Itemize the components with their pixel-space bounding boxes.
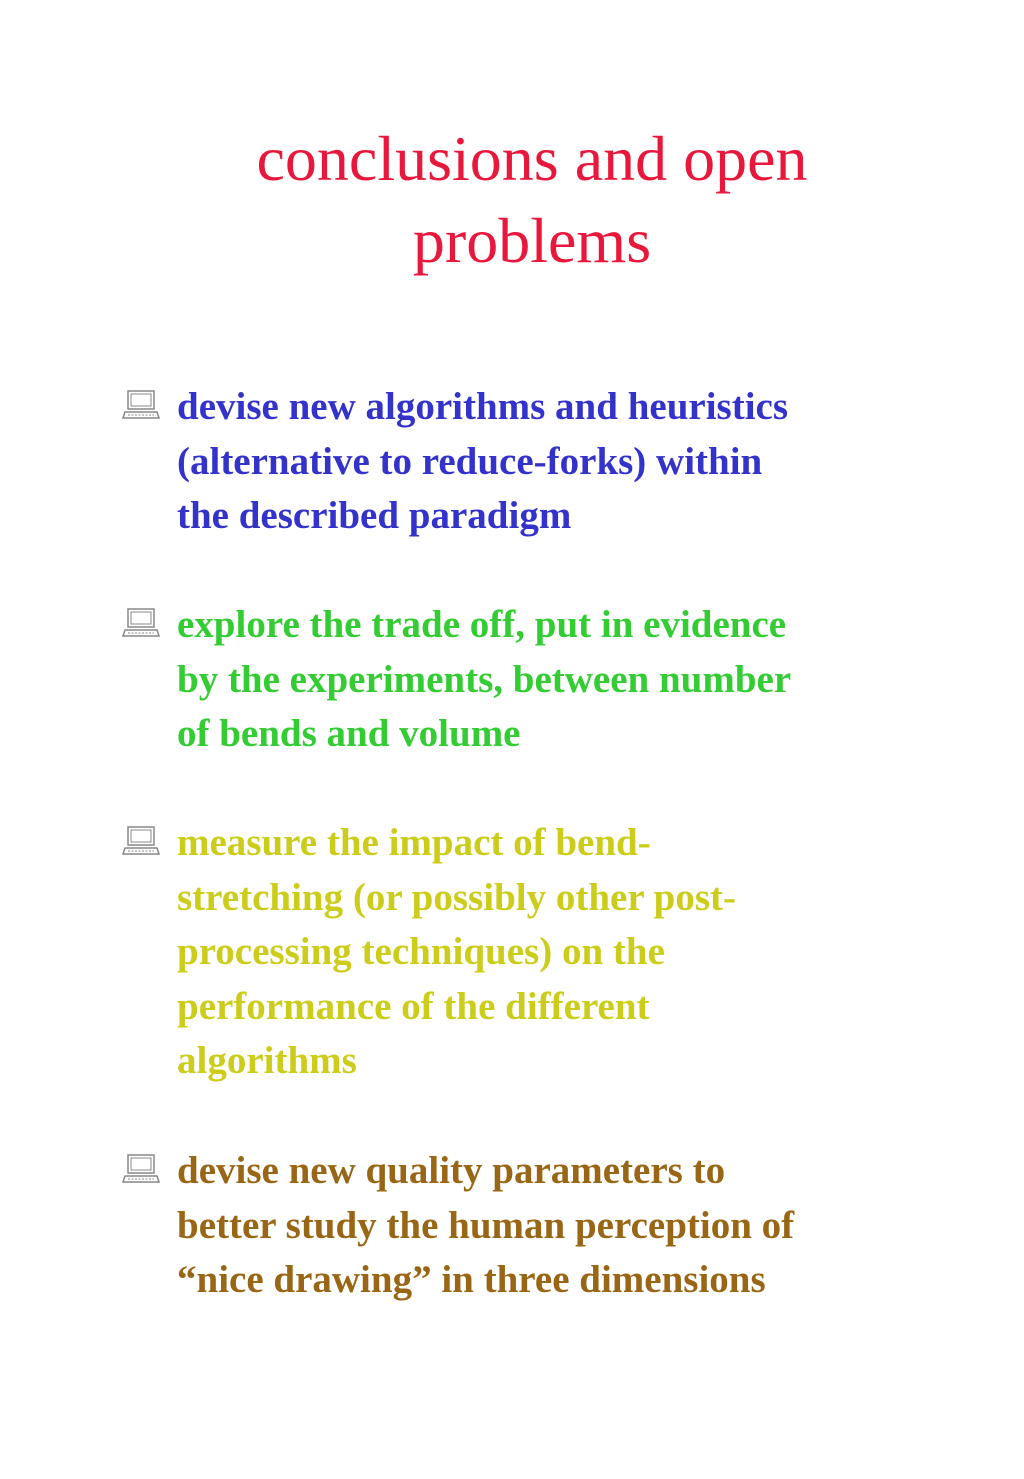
- bullet-line: stretching (or possibly other post-: [177, 875, 737, 919]
- computer-icon: [122, 826, 160, 856]
- bullet-line: the described paradigm: [177, 494, 572, 537]
- bullet-line: (alternative to reduce-forks) within: [177, 439, 763, 483]
- bullet-line: processing techniques) on the: [177, 930, 665, 973]
- bullet-line: explore the trade off, put in evidence: [177, 603, 787, 646]
- bullet-line: measure the impact of bend-: [177, 821, 651, 864]
- bullet-text: [177, 1144, 917, 1308]
- slide-title: [0, 118, 1024, 282]
- slide-title-line: problems: [412, 205, 652, 276]
- bullet-line: devise new algorithms and heuristics: [177, 385, 789, 428]
- slide-title-line: conclusions and open: [256, 123, 808, 194]
- bullet-line: “nice drawing” in three dimensions: [177, 1258, 766, 1301]
- bullet-text: [177, 598, 917, 762]
- bullet-line: algorithms: [177, 1039, 357, 1082]
- bullet-line: devise new quality parameters to: [177, 1149, 726, 1192]
- computer-icon: [122, 608, 160, 638]
- bullet-line: better study the human perception of: [177, 1203, 795, 1247]
- computer-icon: [122, 1154, 160, 1184]
- bullet-line: of bends and volume: [177, 712, 521, 755]
- bullet-line: by the experiments, between number: [177, 657, 792, 701]
- bullet-text: [177, 816, 917, 1089]
- bullet-line: performance of the different: [177, 984, 650, 1028]
- bullet-text: [177, 380, 917, 544]
- computer-icon: [122, 390, 160, 420]
